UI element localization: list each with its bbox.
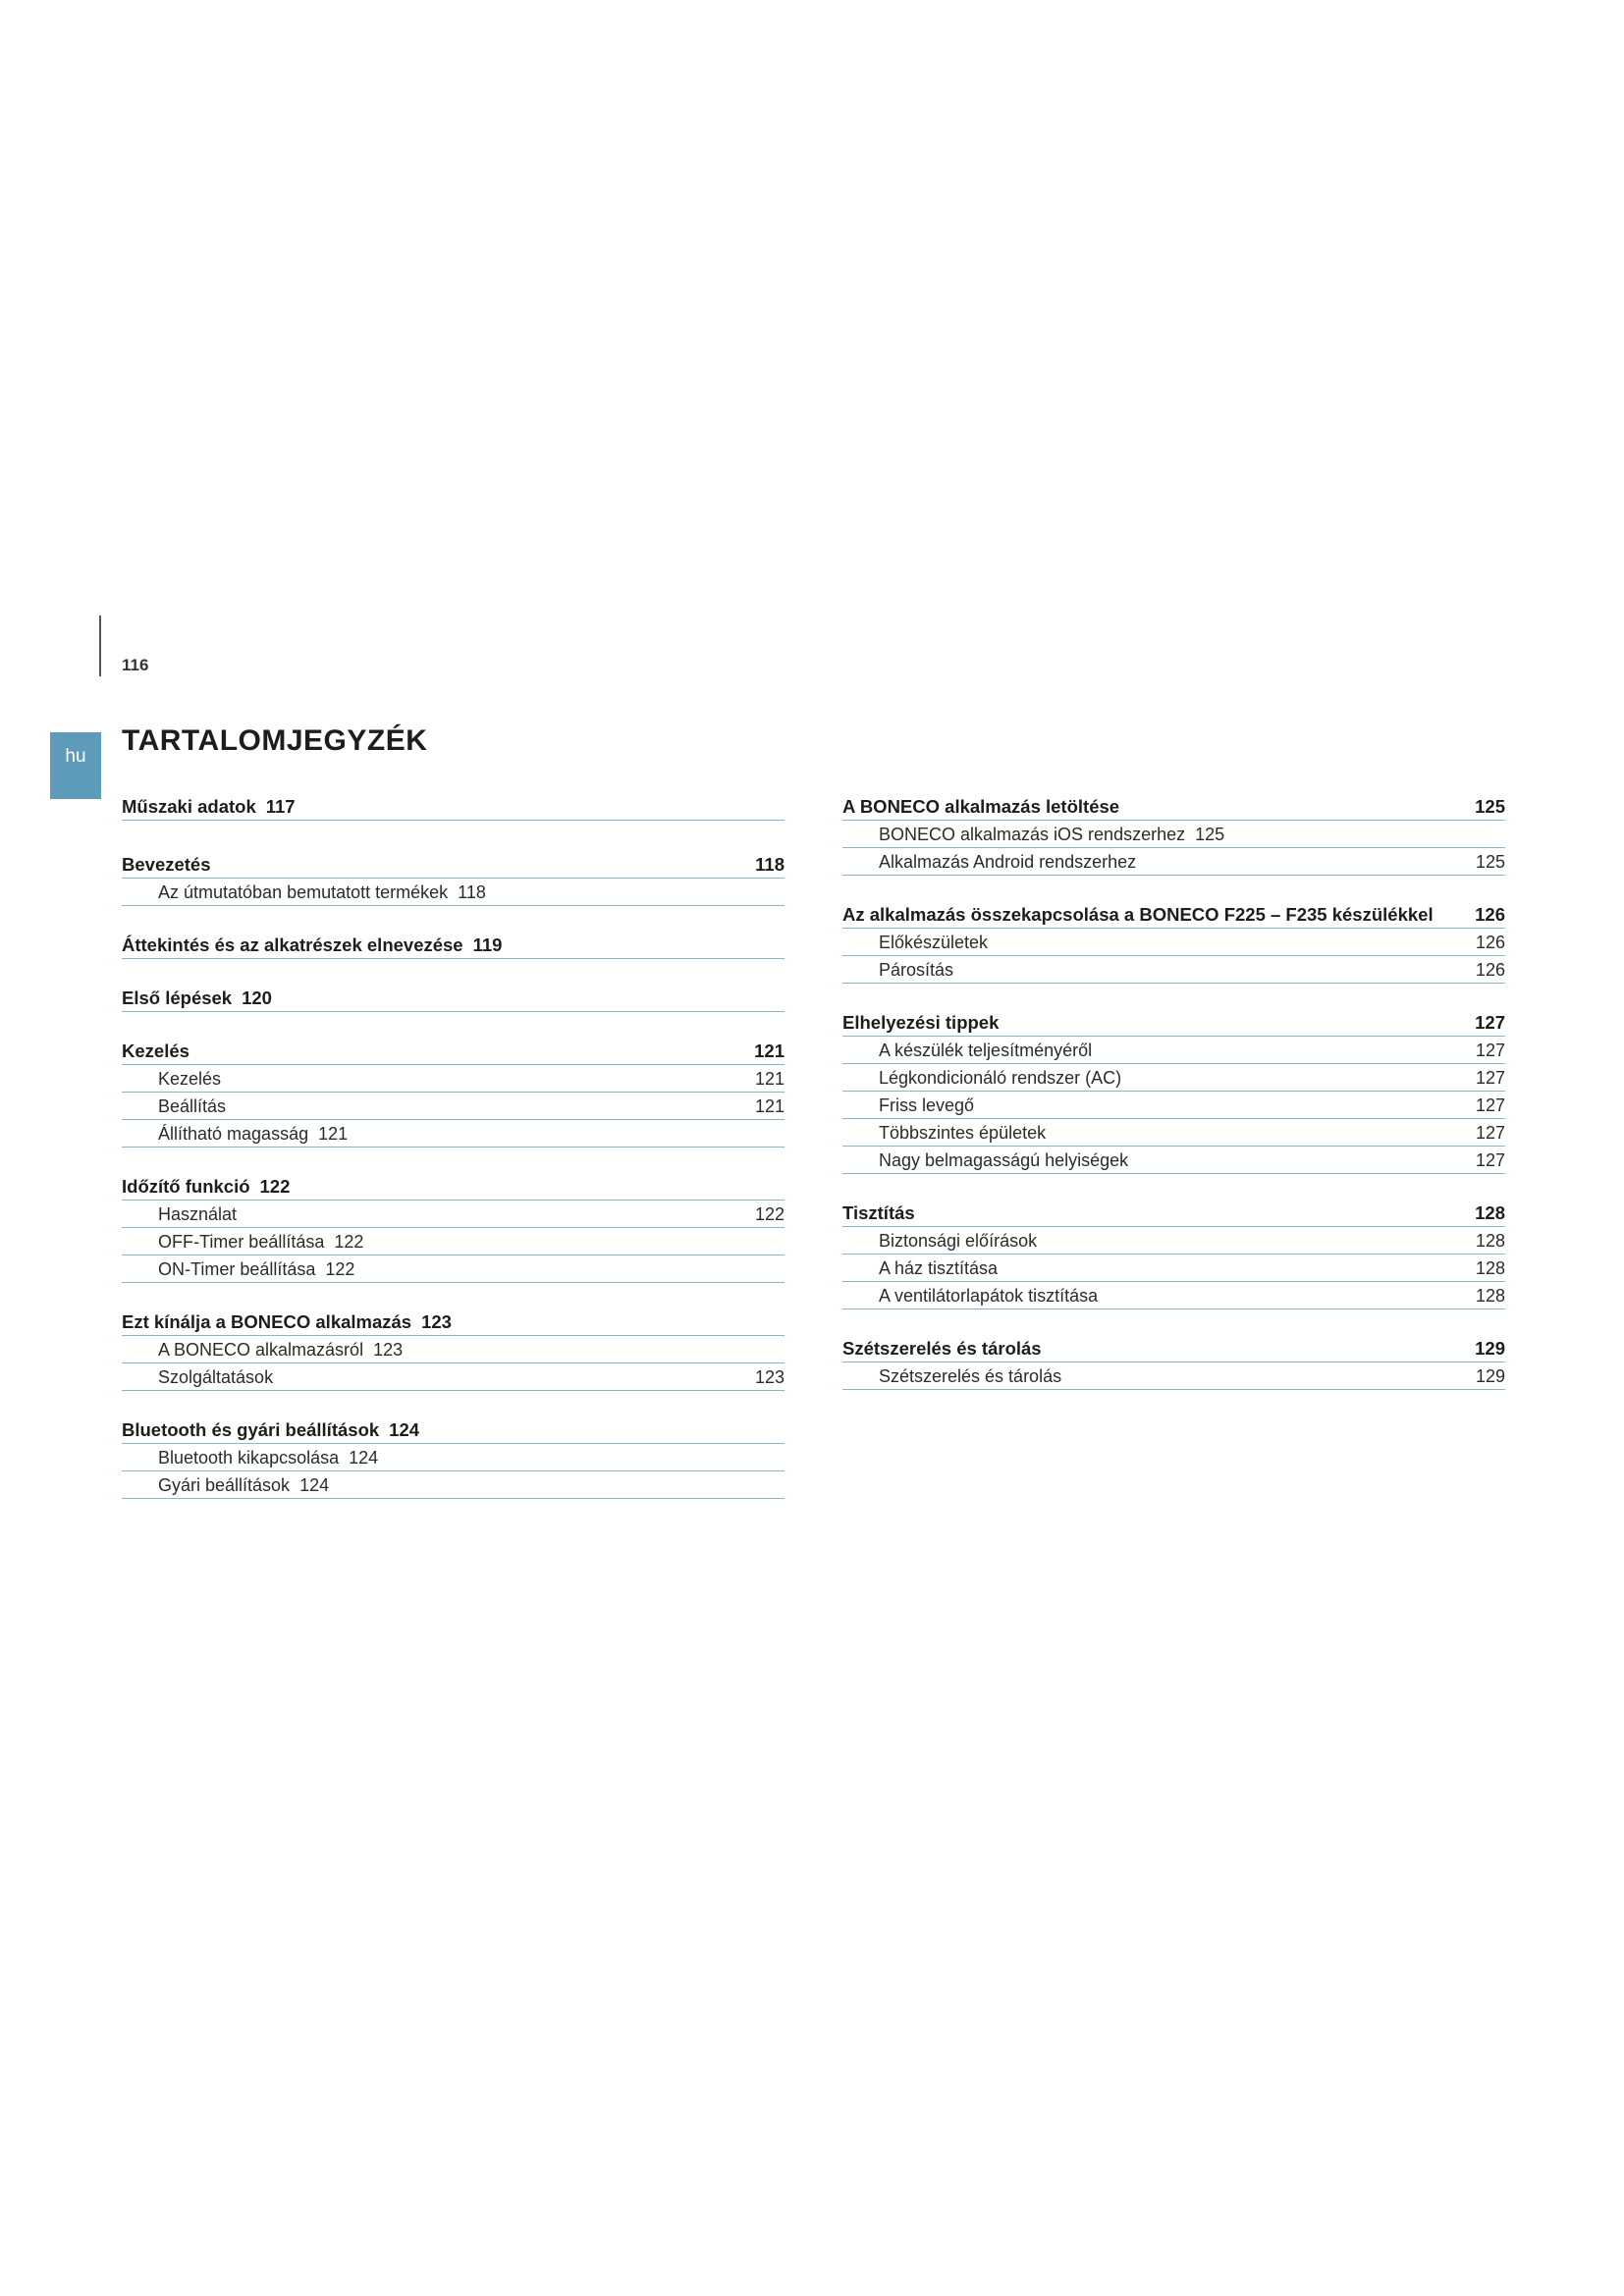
toc-section-label: [122, 795, 296, 817]
toc-section-row[interactable]: [842, 791, 1505, 821]
toc-section-row[interactable]: [122, 983, 785, 1012]
toc-entry-page: 124: [349, 1448, 379, 1468]
toc-section-title: A BONECO alkalmazás letöltése: [842, 795, 1120, 817]
toc-entry-row[interactable]: [842, 1362, 1505, 1390]
toc-section-label: [842, 795, 1120, 817]
toc-entry-title: Párosítás: [879, 960, 954, 980]
toc-entry-label: [879, 1124, 1046, 1142]
toc-section-row[interactable]: [842, 1333, 1505, 1362]
toc-entry-row[interactable]: [122, 1255, 785, 1283]
toc-entry-row[interactable]: [842, 821, 1505, 848]
toc-section-title: Bluetooth és gyári beállítások: [122, 1418, 380, 1440]
toc-section-label: [122, 853, 211, 875]
toc-entry-page: 127: [1475, 1041, 1505, 1060]
toc-section: [122, 983, 785, 1012]
toc-entry-title: Szolgáltatások: [158, 1367, 274, 1387]
toc-section-title: Áttekintés és az alkatrészek elnevezése: [122, 934, 463, 955]
toc-section-title: Ezt kínálja a BONECO alkalmazás: [122, 1310, 412, 1332]
toc-section: [122, 1307, 785, 1391]
toc-entry-row[interactable]: [122, 1065, 785, 1093]
toc-entry-title: BONECO alkalmazás iOS rendszerhez: [879, 825, 1186, 844]
toc-section-row[interactable]: [842, 1007, 1505, 1037]
toc-section-page: 127: [1475, 1011, 1505, 1033]
toc-left-column: [122, 791, 785, 1522]
toc-entry-label: [158, 1476, 329, 1494]
toc-section-row[interactable]: [842, 899, 1505, 929]
toc-section-page: 124: [389, 1418, 420, 1440]
toc-entry-label: [158, 883, 486, 901]
toc-entry-page: 121: [318, 1124, 349, 1144]
toc-entry-page: 122: [325, 1259, 355, 1279]
toc-entry-label: [158, 1097, 226, 1115]
toc-entry-label: [879, 1232, 1037, 1250]
toc-section: [122, 849, 785, 906]
toc-section: [122, 791, 785, 821]
toc-entry-row[interactable]: [842, 848, 1505, 876]
toc-section-row[interactable]: [122, 1415, 785, 1444]
toc-entry-label: [879, 1069, 1121, 1087]
toc-section-page: 121: [754, 1040, 785, 1061]
toc-section-label: [122, 936, 502, 955]
toc-entry-row[interactable]: [842, 1064, 1505, 1092]
toc-section-row[interactable]: [122, 1171, 785, 1201]
toc-section-label: [842, 1201, 915, 1223]
toc-entry-page: 127: [1475, 1123, 1505, 1143]
toc-section-label: [122, 1418, 420, 1440]
toc-entry-label: [879, 1287, 1098, 1305]
toc-entry-label: [879, 961, 953, 979]
toc-entry-page: 127: [1475, 1068, 1505, 1088]
toc-entry-row[interactable]: [122, 1093, 785, 1120]
toc-section-row[interactable]: [842, 1198, 1505, 1227]
toc-entry-page: 125: [1475, 852, 1505, 872]
toc-section: [122, 1415, 785, 1499]
toc-entry-page: 126: [1475, 933, 1505, 952]
toc-entry-page: 118: [458, 882, 486, 902]
toc-entry-label: [879, 1259, 998, 1277]
toc-entry-row[interactable]: [122, 1471, 785, 1499]
toc-section: [122, 1036, 785, 1148]
toc-section-title: Az alkalmazás összekapcsolása a BONECO F225 – F235 készülékkel: [842, 903, 1434, 925]
toc-section-title: Szétszerelés és tárolás: [842, 1337, 1042, 1359]
toc-section-label: [122, 1042, 189, 1061]
page-number: 116: [122, 656, 149, 674]
toc-entry-title: Gyári beállítások: [158, 1475, 291, 1495]
toc-section-label: [842, 903, 1434, 925]
toc-entry-title: Nagy belmagasságú helyiségek: [879, 1150, 1129, 1170]
toc-entry-label: [879, 853, 1136, 871]
toc-section-row[interactable]: [122, 849, 785, 879]
page-marker-rule: [99, 615, 101, 676]
toc-section-label: [842, 1337, 1042, 1359]
toc-section-row[interactable]: [122, 1036, 785, 1065]
toc-entry-label: [879, 1041, 1092, 1059]
toc-section-page: 122: [259, 1175, 291, 1197]
toc-section-title: Műszaki adatok: [122, 795, 256, 817]
toc-entry-page: 128: [1475, 1286, 1505, 1306]
toc-entry-row[interactable]: [122, 1120, 785, 1148]
toc-entry-title: Légkondicionáló rendszer (AC): [879, 1068, 1122, 1088]
toc-section-title: Időzítő funkció: [122, 1175, 250, 1197]
toc-entry-label: [879, 934, 988, 951]
toc-section-page: 117: [265, 795, 296, 817]
toc-section: [842, 1007, 1505, 1174]
toc-entry-page: 129: [1475, 1366, 1505, 1386]
toc-entry-label: [879, 1367, 1061, 1385]
toc-entry-label: [158, 1341, 403, 1359]
toc-entry-page: 123: [754, 1367, 785, 1387]
toc-section-label: [842, 1011, 1000, 1033]
toc-section-page: 129: [1475, 1337, 1505, 1359]
toc-entry-page: 128: [1475, 1231, 1505, 1251]
toc-entry-row[interactable]: [842, 929, 1505, 956]
toc-section-title: Tisztítás: [842, 1201, 915, 1223]
toc-entry-title: Beállítás: [158, 1096, 227, 1116]
toc-entry-title: ON-Timer beállítása: [158, 1259, 316, 1279]
toc-section: [842, 899, 1505, 984]
toc-entry-page: 123: [373, 1340, 404, 1360]
toc-entry-title: Kezelés: [158, 1069, 222, 1089]
toc-entry-row[interactable]: [842, 1147, 1505, 1174]
toc-entry-row[interactable]: [122, 1336, 785, 1363]
toc-entry-row[interactable]: [842, 1119, 1505, 1147]
toc-entry-title: Szétszerelés és tárolás: [879, 1366, 1062, 1386]
toc-section-title: Elhelyezési tippek: [842, 1011, 1000, 1033]
toc-entry-title: A BONECO alkalmazásról: [158, 1340, 364, 1360]
toc-section-row[interactable]: [122, 1307, 785, 1336]
toc-entry-row[interactable]: [122, 1444, 785, 1471]
toc-section-page: 128: [1475, 1201, 1505, 1223]
toc-entry-label: [158, 1233, 363, 1251]
toc-entry-title: Bluetooth kikapcsolása: [158, 1448, 340, 1468]
toc-entry-row[interactable]: [842, 1255, 1505, 1282]
page-title: TARTALOMJEGYZÉK: [122, 724, 428, 757]
toc-section-page: 120: [242, 987, 272, 1008]
toc-entry-page: 126: [1475, 960, 1505, 980]
toc-section-title: Kezelés: [122, 1040, 189, 1061]
toc-section: [122, 1171, 785, 1283]
toc-entry-row[interactable]: [122, 1363, 785, 1391]
toc-section-page: 123: [421, 1310, 452, 1332]
toc-section-label: [122, 1310, 452, 1332]
toc-entry-title: Többszintes épületek: [879, 1123, 1047, 1143]
toc-entry-page: 128: [1475, 1258, 1505, 1278]
toc-entry-label: [158, 1449, 378, 1467]
toc-entry-title: Használat: [158, 1204, 238, 1224]
toc-section-page: 118: [755, 853, 785, 875]
toc-section-row[interactable]: [122, 791, 785, 821]
toc-entry-page: 124: [299, 1475, 330, 1495]
toc-section-row[interactable]: [122, 930, 785, 959]
toc-entry-row[interactable]: [122, 1201, 785, 1228]
toc-entry-title: OFF-Timer beállítása: [158, 1232, 325, 1252]
toc-section-page: 126: [1475, 903, 1505, 925]
toc-entry-page: 127: [1475, 1095, 1505, 1115]
toc-entry-label: [158, 1368, 273, 1386]
language-tab: hu: [50, 732, 101, 799]
toc-section-page: 125: [1475, 795, 1505, 817]
toc-entry-title: Az útmutatóban bemutatott termékek: [158, 882, 449, 902]
toc-entry-title: A készülék teljesítményéről: [879, 1041, 1093, 1060]
toc-section-label: [122, 989, 272, 1008]
toc-entry-page: 125: [1195, 825, 1225, 844]
toc-entry-label: [158, 1070, 221, 1088]
toc-entry-row[interactable]: [122, 1228, 785, 1255]
toc-entry-row[interactable]: [842, 1037, 1505, 1064]
toc-entry-page: 121: [754, 1096, 785, 1116]
toc-section-page: 119: [472, 934, 503, 955]
toc-entry-title: Biztonsági előírások: [879, 1231, 1038, 1251]
toc-entry-label: [879, 1151, 1128, 1169]
toc-entry-label: [879, 1096, 974, 1114]
toc-entry-row[interactable]: [122, 879, 785, 906]
toc-section: [842, 1333, 1505, 1390]
toc-section: [842, 1198, 1505, 1309]
toc-section: [122, 930, 785, 959]
toc-entry-page: 122: [754, 1204, 785, 1224]
toc-entry-title: Alkalmazás Android rendszerhez: [879, 852, 1137, 872]
toc-entry-title: Friss levegő: [879, 1095, 975, 1115]
toc-section-title: Első lépések: [122, 987, 233, 1008]
toc-entry-label: [879, 826, 1224, 843]
toc-entry-row[interactable]: [842, 956, 1505, 984]
toc-entry-title: Állítható magasság: [158, 1124, 309, 1144]
toc-entry-title: A ház tisztítása: [879, 1258, 999, 1278]
toc-section-label: [122, 1175, 291, 1197]
toc-entry-row[interactable]: [842, 1092, 1505, 1119]
toc-entry-row[interactable]: [842, 1282, 1505, 1309]
toc-entry-label: [158, 1125, 348, 1143]
toc-entry-page: 121: [754, 1069, 785, 1089]
toc-entry-label: [158, 1260, 354, 1278]
toc-entry-title: A ventilátorlapátok tisztítása: [879, 1286, 1099, 1306]
toc-entry-row[interactable]: [842, 1227, 1505, 1255]
toc-section: [842, 791, 1505, 876]
toc-section-title: Bevezetés: [122, 853, 211, 875]
toc-right-column: [842, 791, 1505, 1414]
toc-entry-label: [158, 1205, 237, 1223]
toc-entry-page: 122: [334, 1232, 364, 1252]
toc-entry-page: 127: [1475, 1150, 1505, 1170]
toc-entry-title: Előkészületek: [879, 933, 989, 952]
